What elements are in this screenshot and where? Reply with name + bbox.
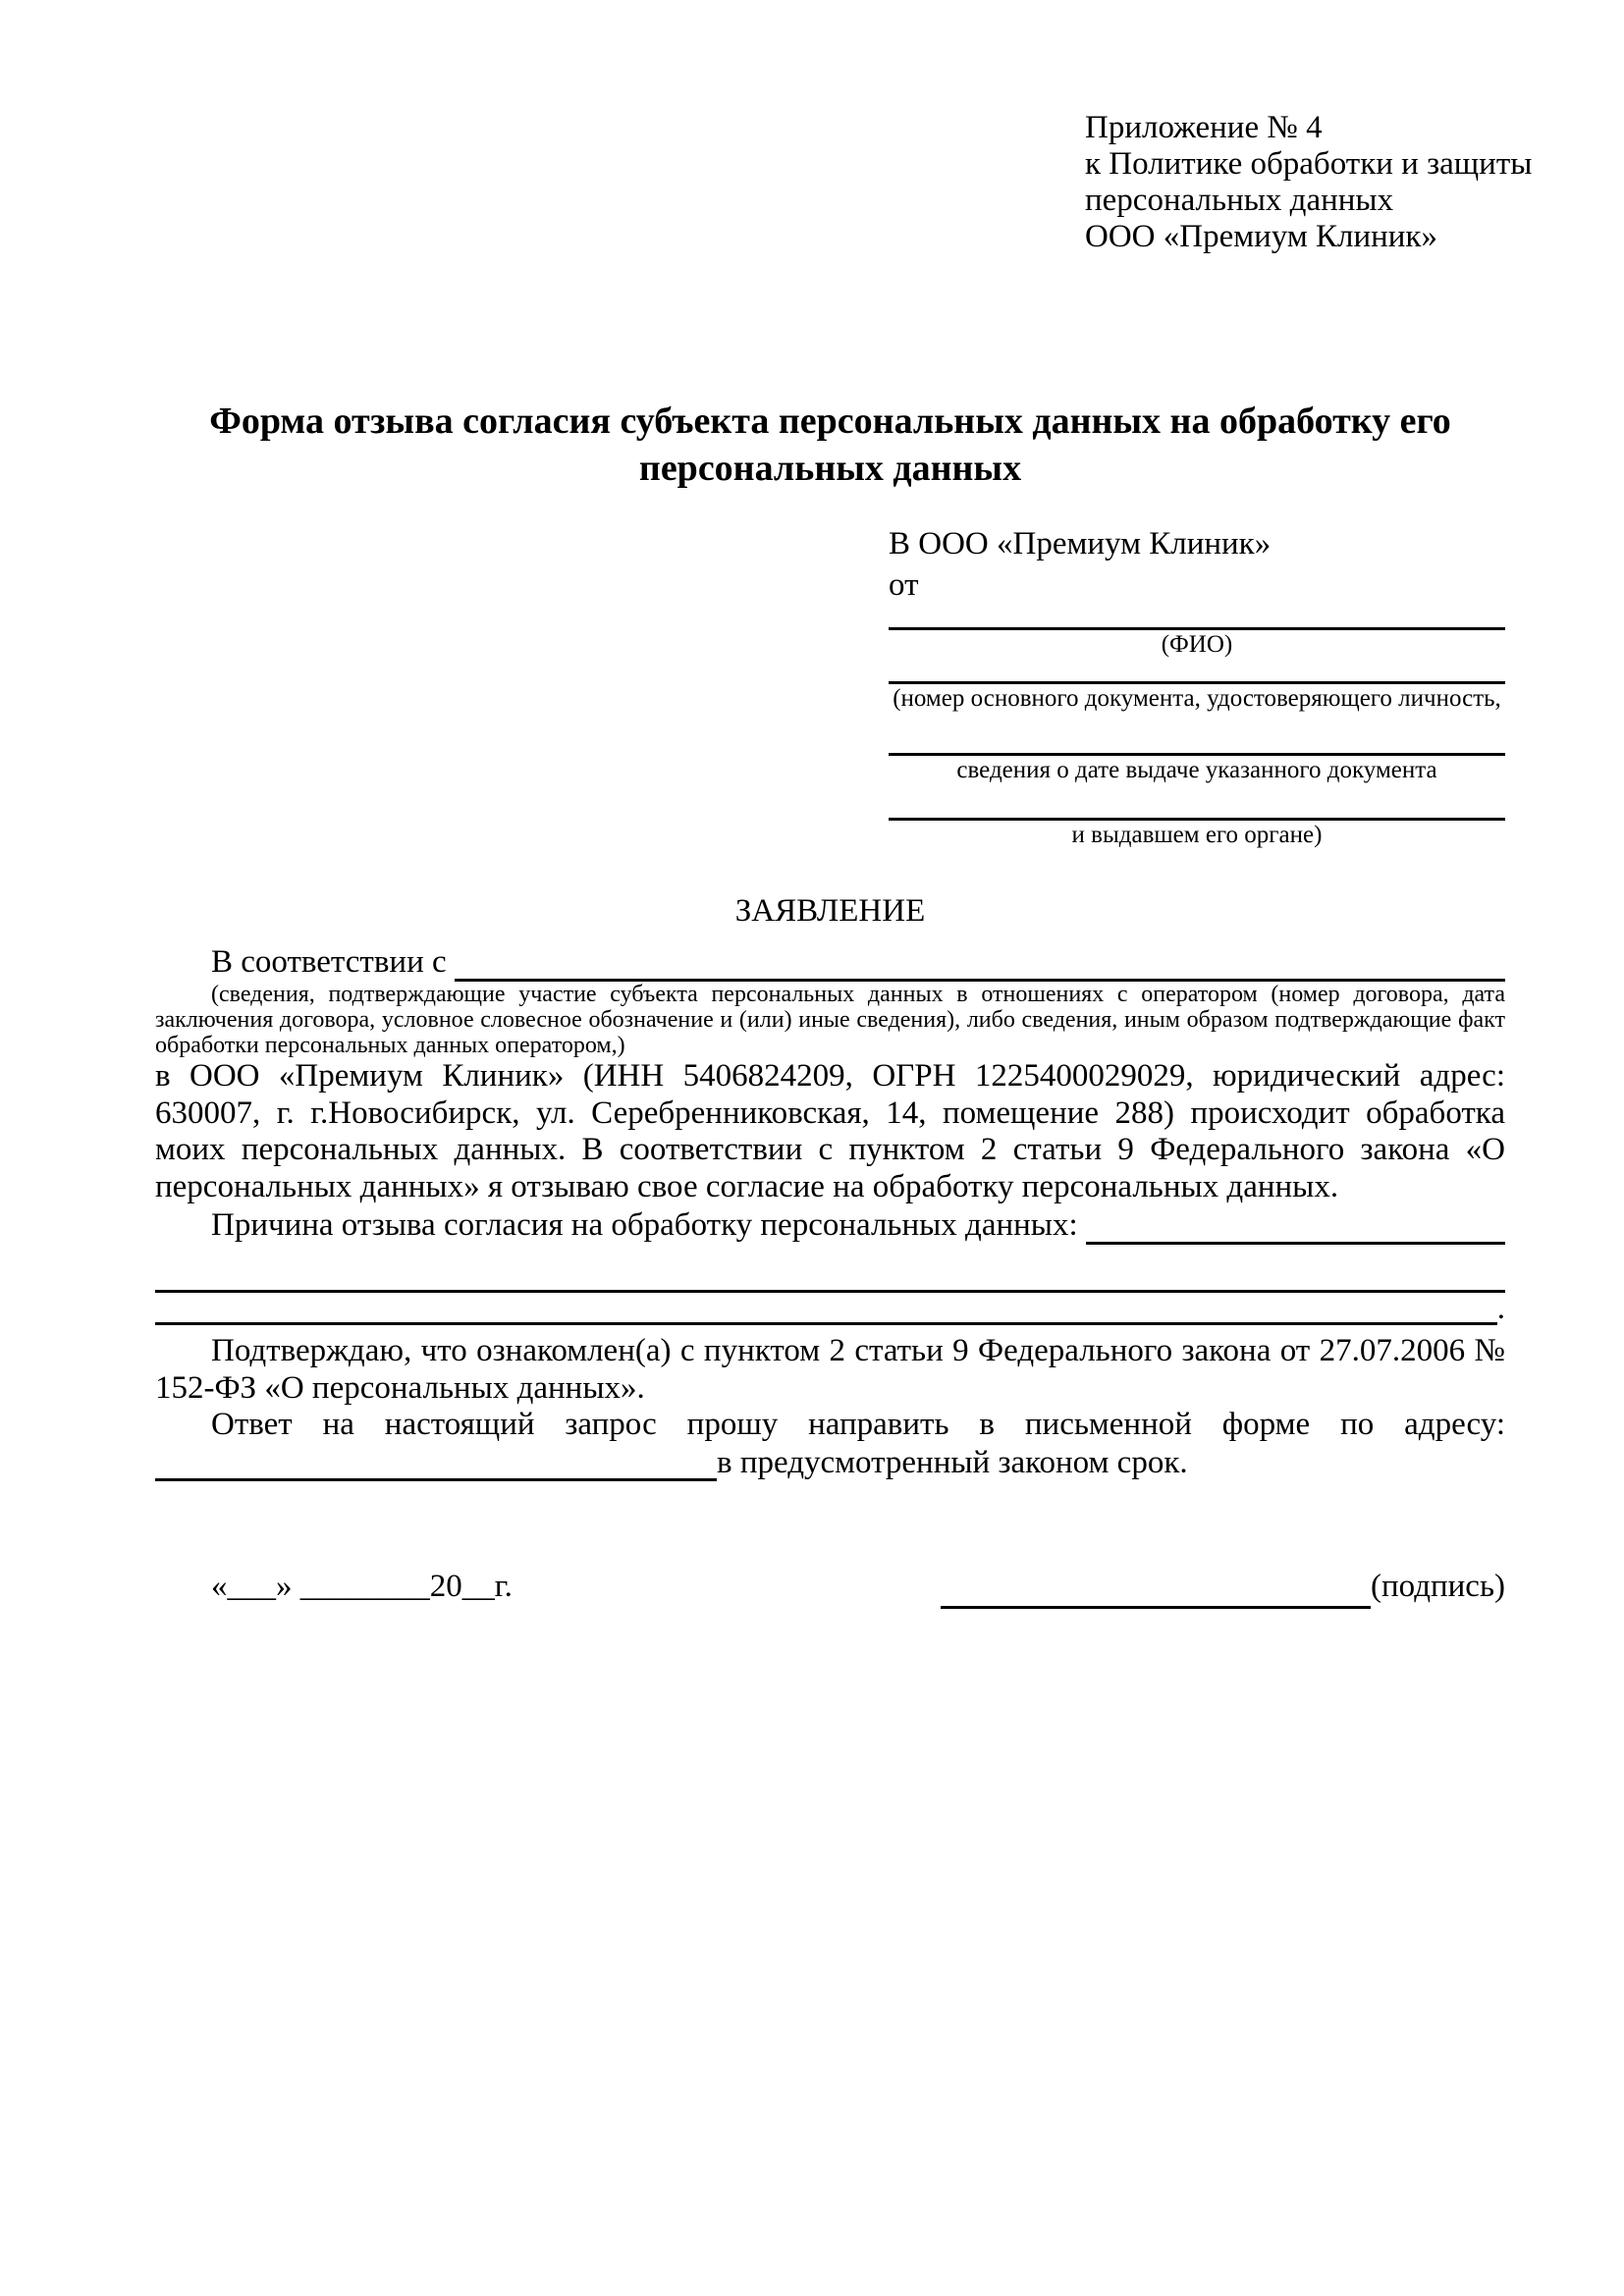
- statement-intro-row: [155, 942, 1505, 982]
- signature-label: (подпись): [1371, 1568, 1505, 1604]
- page-content: [155, 110, 1533, 1609]
- reply-address-row: [155, 1444, 1505, 1481]
- reason-label: Причина отзыва согласия на обработку персональных данных:: [211, 1207, 1078, 1243]
- fine-print-note: (сведения, подтверждающие участие субъекта персональных данных в отношениях с оператором (номер договора, дата заключения договора, условное словесное обозначение и (или) иные сведения), либо сведения, иным образом подтверждающие факт обработки персональных данных оператором,): [155, 982, 1505, 1058]
- footer-row: [155, 1565, 1505, 1609]
- appendix-line: Приложение № 4: [1085, 110, 1323, 145]
- date-blank: «___» ________20__г.: [211, 1568, 513, 1604]
- confirmation-paragraph: Подтверждаю, что ознакомлен(а) с пунктом 2 статьи 9 Федерального закона от 27.07.2006 № 152-ФЗ «О персональных данных».: [155, 1333, 1505, 1406]
- reason-blank-row-3: [155, 1293, 1505, 1325]
- issuing-authority-blank-label: и выдавшем его органе): [1071, 822, 1323, 848]
- appendix-header: [1085, 110, 1533, 255]
- document-title: Форма отзыва согласия субъекта персональных данных на обработку его персональных данных: [209, 400, 1451, 489]
- signature-group: [941, 1565, 1505, 1609]
- appendix-line: к Политике обработки и защиты: [1085, 146, 1533, 182]
- intro-prefix: В соответствии с: [211, 944, 447, 980]
- issuing-authority-blank-line: [889, 785, 1505, 821]
- reply-address-blank-line: [155, 1447, 717, 1481]
- addressee-from-label: от: [889, 567, 919, 603]
- intro-blank-line: [455, 945, 1505, 982]
- reason-blank-line-3: [155, 1295, 1497, 1325]
- issue-date-blank-line: [889, 714, 1505, 756]
- appendix-line: персональных данных: [1085, 183, 1394, 218]
- appendix-line: ООО «Премиум Клиник»: [1085, 219, 1437, 254]
- statement-body: в ООО «Премиум Клиник» (ИНН 5406824209, ОГРН 1225400029029, юридический адрес: 630007, г. г.Новосибирск, ул. Серебренниковская, 14, помещение 288) происходит обработка моих персональных данных. В соответствии с пунктом 2 статьи 9 Федерального закона «О персональных данных» я отзываю свое согласие на обработку персональных данных.: [155, 1058, 1505, 1204]
- reply-request-paragraph: Ответ на настоящий запрос прошу направить в письменной форме по адресу:: [211, 1407, 1505, 1442]
- reason-row: [155, 1205, 1505, 1245]
- issue-date-blank-label: сведения о дате выдаче указанного документа: [956, 757, 1437, 783]
- reply-suffix: в предусмотренный законом срок.: [717, 1444, 1188, 1480]
- statement-heading: ЗАЯВЛЕНИЕ: [734, 893, 926, 929]
- addressee-block: [889, 523, 1505, 850]
- fio-blank-label: (ФИО): [1161, 631, 1233, 658]
- signature-blank-line: [941, 1569, 1371, 1609]
- document-number-blank-line: [889, 660, 1505, 684]
- fio-blank-line: [889, 606, 1505, 630]
- reason-blank-line-2: [155, 1245, 1505, 1293]
- reason-blank-line: [1086, 1208, 1505, 1245]
- addressee-to: В ООО «Премиум Клиник»: [889, 526, 1272, 561]
- document-number-blank-label: (номер основного документа, удостоверяющего личность,: [893, 685, 1501, 712]
- reason-terminator: .: [1496, 1291, 1505, 1326]
